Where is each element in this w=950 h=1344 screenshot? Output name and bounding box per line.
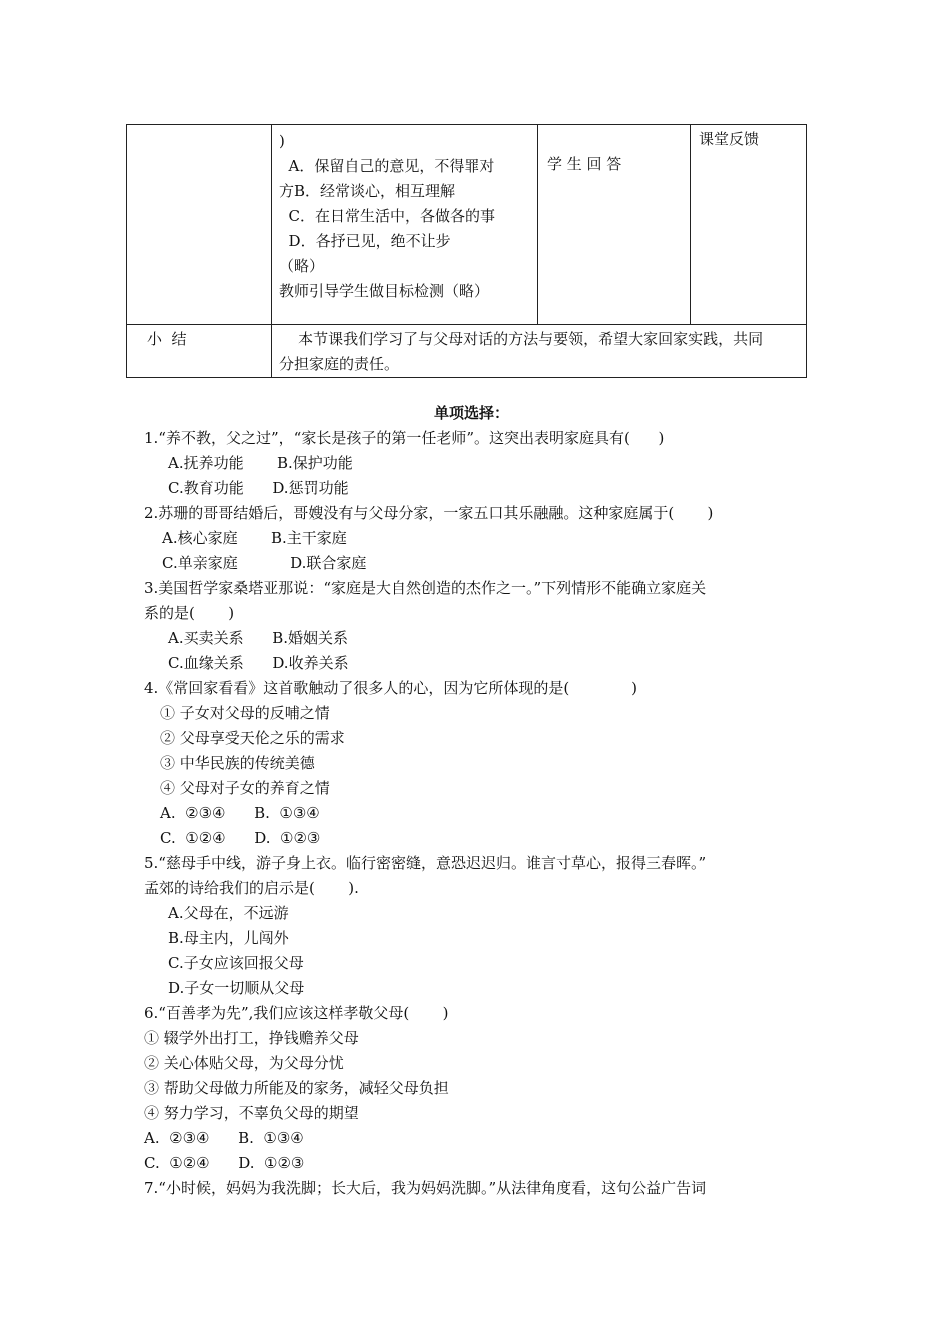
question-line: 3.美国哲学家桑塔亚那说：“家庭是大自然创造的杰作之一。”下列情形不能确立家庭关	[144, 579, 707, 597]
option-line: ① 子女对父母的反哺之情	[160, 704, 330, 722]
question-line: 6.“百善孝为先”,我们应该这样孝敬父母( )	[144, 1004, 449, 1022]
content-line: 方B．经常谈心，相互理解	[279, 182, 456, 200]
question-line: 2.苏珊的哥哥结婚后，哥嫂没有与父母分家，一家五口其乐融融。这种家庭属于( )	[144, 504, 714, 522]
student-activity-cell	[538, 125, 691, 325]
question-line: 5.“慈母手中线，游子身上衣。临行密密缝，意恐迟迟归。谁言寸草心，报得三春晖。”	[144, 854, 707, 872]
option-line: A.父母在，不远游	[168, 904, 289, 922]
option-line: ④ 父母对子女的养育之情	[160, 779, 330, 797]
content-line: （略）	[279, 257, 325, 275]
option-line: D.子女一切顺从父母	[168, 979, 305, 997]
note-label: 课堂反馈	[699, 130, 760, 148]
option-line: ① 辍学外出打工，挣钱赡养父母	[144, 1029, 359, 1047]
table-row	[127, 325, 807, 378]
content-cell	[272, 125, 538, 325]
option-line: ② 关心体贴父母，为父母分忧	[144, 1054, 344, 1072]
student-activity: 学 生 回 答	[547, 155, 622, 173]
option-line: ② 父母享受天伦之乐的需求	[160, 729, 345, 747]
question-line: 1.“养不教，父之过”，“家长是孩子的第一任老师”。这突出表明家庭具有( )	[144, 429, 665, 447]
option-line: C.教育功能 D.惩罚功能	[168, 479, 349, 497]
table-row	[127, 125, 807, 325]
summary-line: 分担家庭的责任。	[279, 355, 400, 373]
content-line: )	[279, 132, 285, 150]
option-line: C. ①②④ D. ①②③	[144, 1154, 305, 1172]
option-line: C. ①②④ D. ①②③	[160, 829, 321, 847]
summary-label-cell	[127, 325, 272, 378]
summary-label: 小 结	[147, 330, 187, 348]
option-line: A.抚养功能 B.保护功能	[168, 454, 353, 472]
option-line: A.买卖关系 B.婚姻关系	[168, 629, 349, 647]
question-line: 孟郊的诗给我们的启示是( ).	[144, 879, 359, 897]
option-line: ④ 努力学习，不辜负父母的期望	[144, 1104, 359, 1122]
option-line: A. ②③④ B. ①③④	[144, 1129, 304, 1147]
content-line: 教师引导学生做目标检测（略）	[279, 282, 490, 300]
option-line: B.母主内，儿闯外	[168, 929, 289, 947]
option-line: C.血缘关系 D.收养关系	[168, 654, 349, 672]
question-line: 4.《常回家看看》这首歌触动了很多人的心，因为它所体现的是( )	[144, 679, 638, 697]
lesson-plan-table	[126, 124, 807, 378]
content-line: C．在日常生活中，各做各的事	[279, 207, 496, 225]
option-line: ③ 中华民族的传统美德	[160, 754, 315, 772]
question-line: 系的是( )	[144, 604, 235, 622]
question-line: 7.“小时候，妈妈为我洗脚；长大后，我为妈妈洗脚。”从法律角度看，这句公益广告词	[144, 1179, 707, 1197]
option-line: C.单亲家庭 D.联合家庭	[162, 554, 367, 572]
section-title: 单项选择：	[434, 404, 510, 422]
option-line: A.核心家庭 B.主干家庭	[162, 529, 347, 547]
summary-line: 本节课我们学习了与父母对话的方法与要领，希望大家回家实践，共同	[279, 330, 764, 348]
summary-content-cell	[272, 325, 807, 378]
content-line: D．各抒已见，绝不让步	[279, 232, 451, 250]
option-line: ③ 帮助父母做力所能及的家务，减轻父母负担	[144, 1079, 449, 1097]
content-line: A．保留自己的意见，不得罪对	[279, 157, 495, 175]
empty-cell	[127, 125, 272, 325]
option-line: C.子女应该回报父母	[168, 954, 304, 972]
note-cell	[691, 125, 807, 325]
option-line: A. ②③④ B. ①③④	[160, 804, 320, 822]
